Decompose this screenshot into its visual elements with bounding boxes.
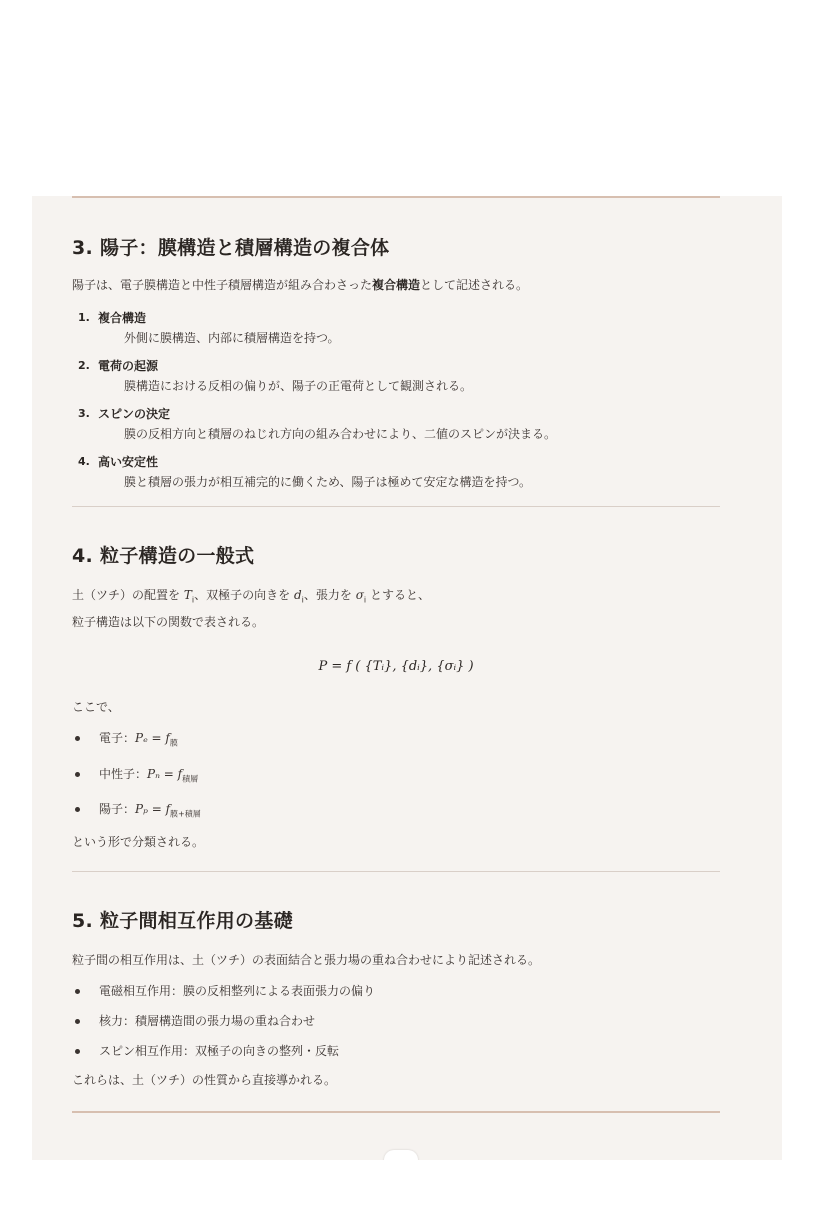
- section-divider: [72, 871, 720, 872]
- list-item: 陽子：$P_p = f_{膜+積層}$: [72, 799, 720, 824]
- section-4-bullets: [72, 728, 720, 824]
- list-item: 電子：$P_e = f_膜$: [72, 728, 720, 753]
- list-item: 1. 複合構造 外側に膜構造、内部に積層構造を持つ。: [72, 308, 720, 348]
- list-item: 2. 電荷の起源 膜構造における反相の偏りが、陽子の正電荷として観測される。: [72, 356, 720, 396]
- section-4-line1: 土（ツチ）の配置を $T_i$、双極子の向きを $d_i$、張力を $\sigma_i$ とすると、: [72, 588, 430, 605]
- list-item-title: 電荷の起源: [98, 359, 159, 373]
- list-item-title: 高い安定性: [98, 455, 159, 469]
- list-item-title: スピンの決定: [98, 407, 171, 421]
- list-item: 4. 高い安定性 膜と積層の張力が相互補完的に働くため、陽子は極めて安定な構造を持つ。: [72, 452, 720, 492]
- list-item: 3. スピンの決定 膜の反相方向と積層のねじれ方向の組み合わせにより、二値のスピンが決まる。: [72, 404, 720, 444]
- section-4-here: ここで、: [72, 700, 120, 715]
- list-item-desc: 外側に膜構造、内部に積層構造を持つ。: [124, 331, 340, 345]
- section-3-list: [72, 308, 720, 492]
- top-divider: [72, 196, 720, 198]
- section-4-title: 4. 粒子構造の一般式: [72, 545, 255, 567]
- list-item: 電磁相互作用：膜の反相整列による表面張力の偏り: [72, 981, 720, 1001]
- section-divider: [72, 506, 720, 507]
- list-item: 中性子：$P_n = f_{積層}$: [72, 764, 720, 789]
- list-item: 核力：積層構造間の張力場の重ね合わせ: [72, 1011, 720, 1031]
- section-3-title: 3. 陽子：膜構造と積層構造の複合体: [72, 237, 390, 259]
- bottom-divider: [72, 1111, 720, 1113]
- section-4-line2: 粒子構造は以下の関数で表される。: [72, 615, 265, 630]
- list-item: スピン相互作用：双極子の向きの整列・反転: [72, 1041, 720, 1061]
- scroll-to-bottom-button[interactable]: [384, 1150, 418, 1160]
- document-content: [72, 196, 720, 1113]
- section-4-outro: という形で分類される。: [72, 834, 205, 849]
- section-5-bullets: [72, 981, 720, 1061]
- list-item-desc: 膜構造における反相の偏りが、陽子の正電荷として観測される。: [124, 379, 473, 393]
- list-item-title: 複合構造: [98, 311, 147, 325]
- list-item-desc: 膜と積層の張力が相互補完的に働くため、陽子は極めて安定な構造を持つ。: [124, 475, 532, 489]
- list-item-desc: 膜の反相方向と積層のねじれ方向の組み合わせにより、二値のスピンが決まる。: [124, 427, 557, 441]
- general-formula: P = f ( {Tᵢ}, {dᵢ}, {σᵢ} ): [318, 659, 474, 675]
- section-5-outro: これらは、土（ツチ）の性質から直接導かれる。: [72, 1072, 337, 1087]
- section-5-title: 5. 粒子間相互作用の基礎: [72, 909, 293, 932]
- document-page[interactable]: [32, 196, 782, 1160]
- section-3-intro: 陽子は、電子膜構造と中性子積層構造が組み合わさった複合構造として記述される。: [72, 278, 529, 292]
- section-5-intro: 粒子間の相互作用は、土（ツチ）の表面結合と張力場の重ね合わせにより記述される。: [72, 952, 541, 967]
